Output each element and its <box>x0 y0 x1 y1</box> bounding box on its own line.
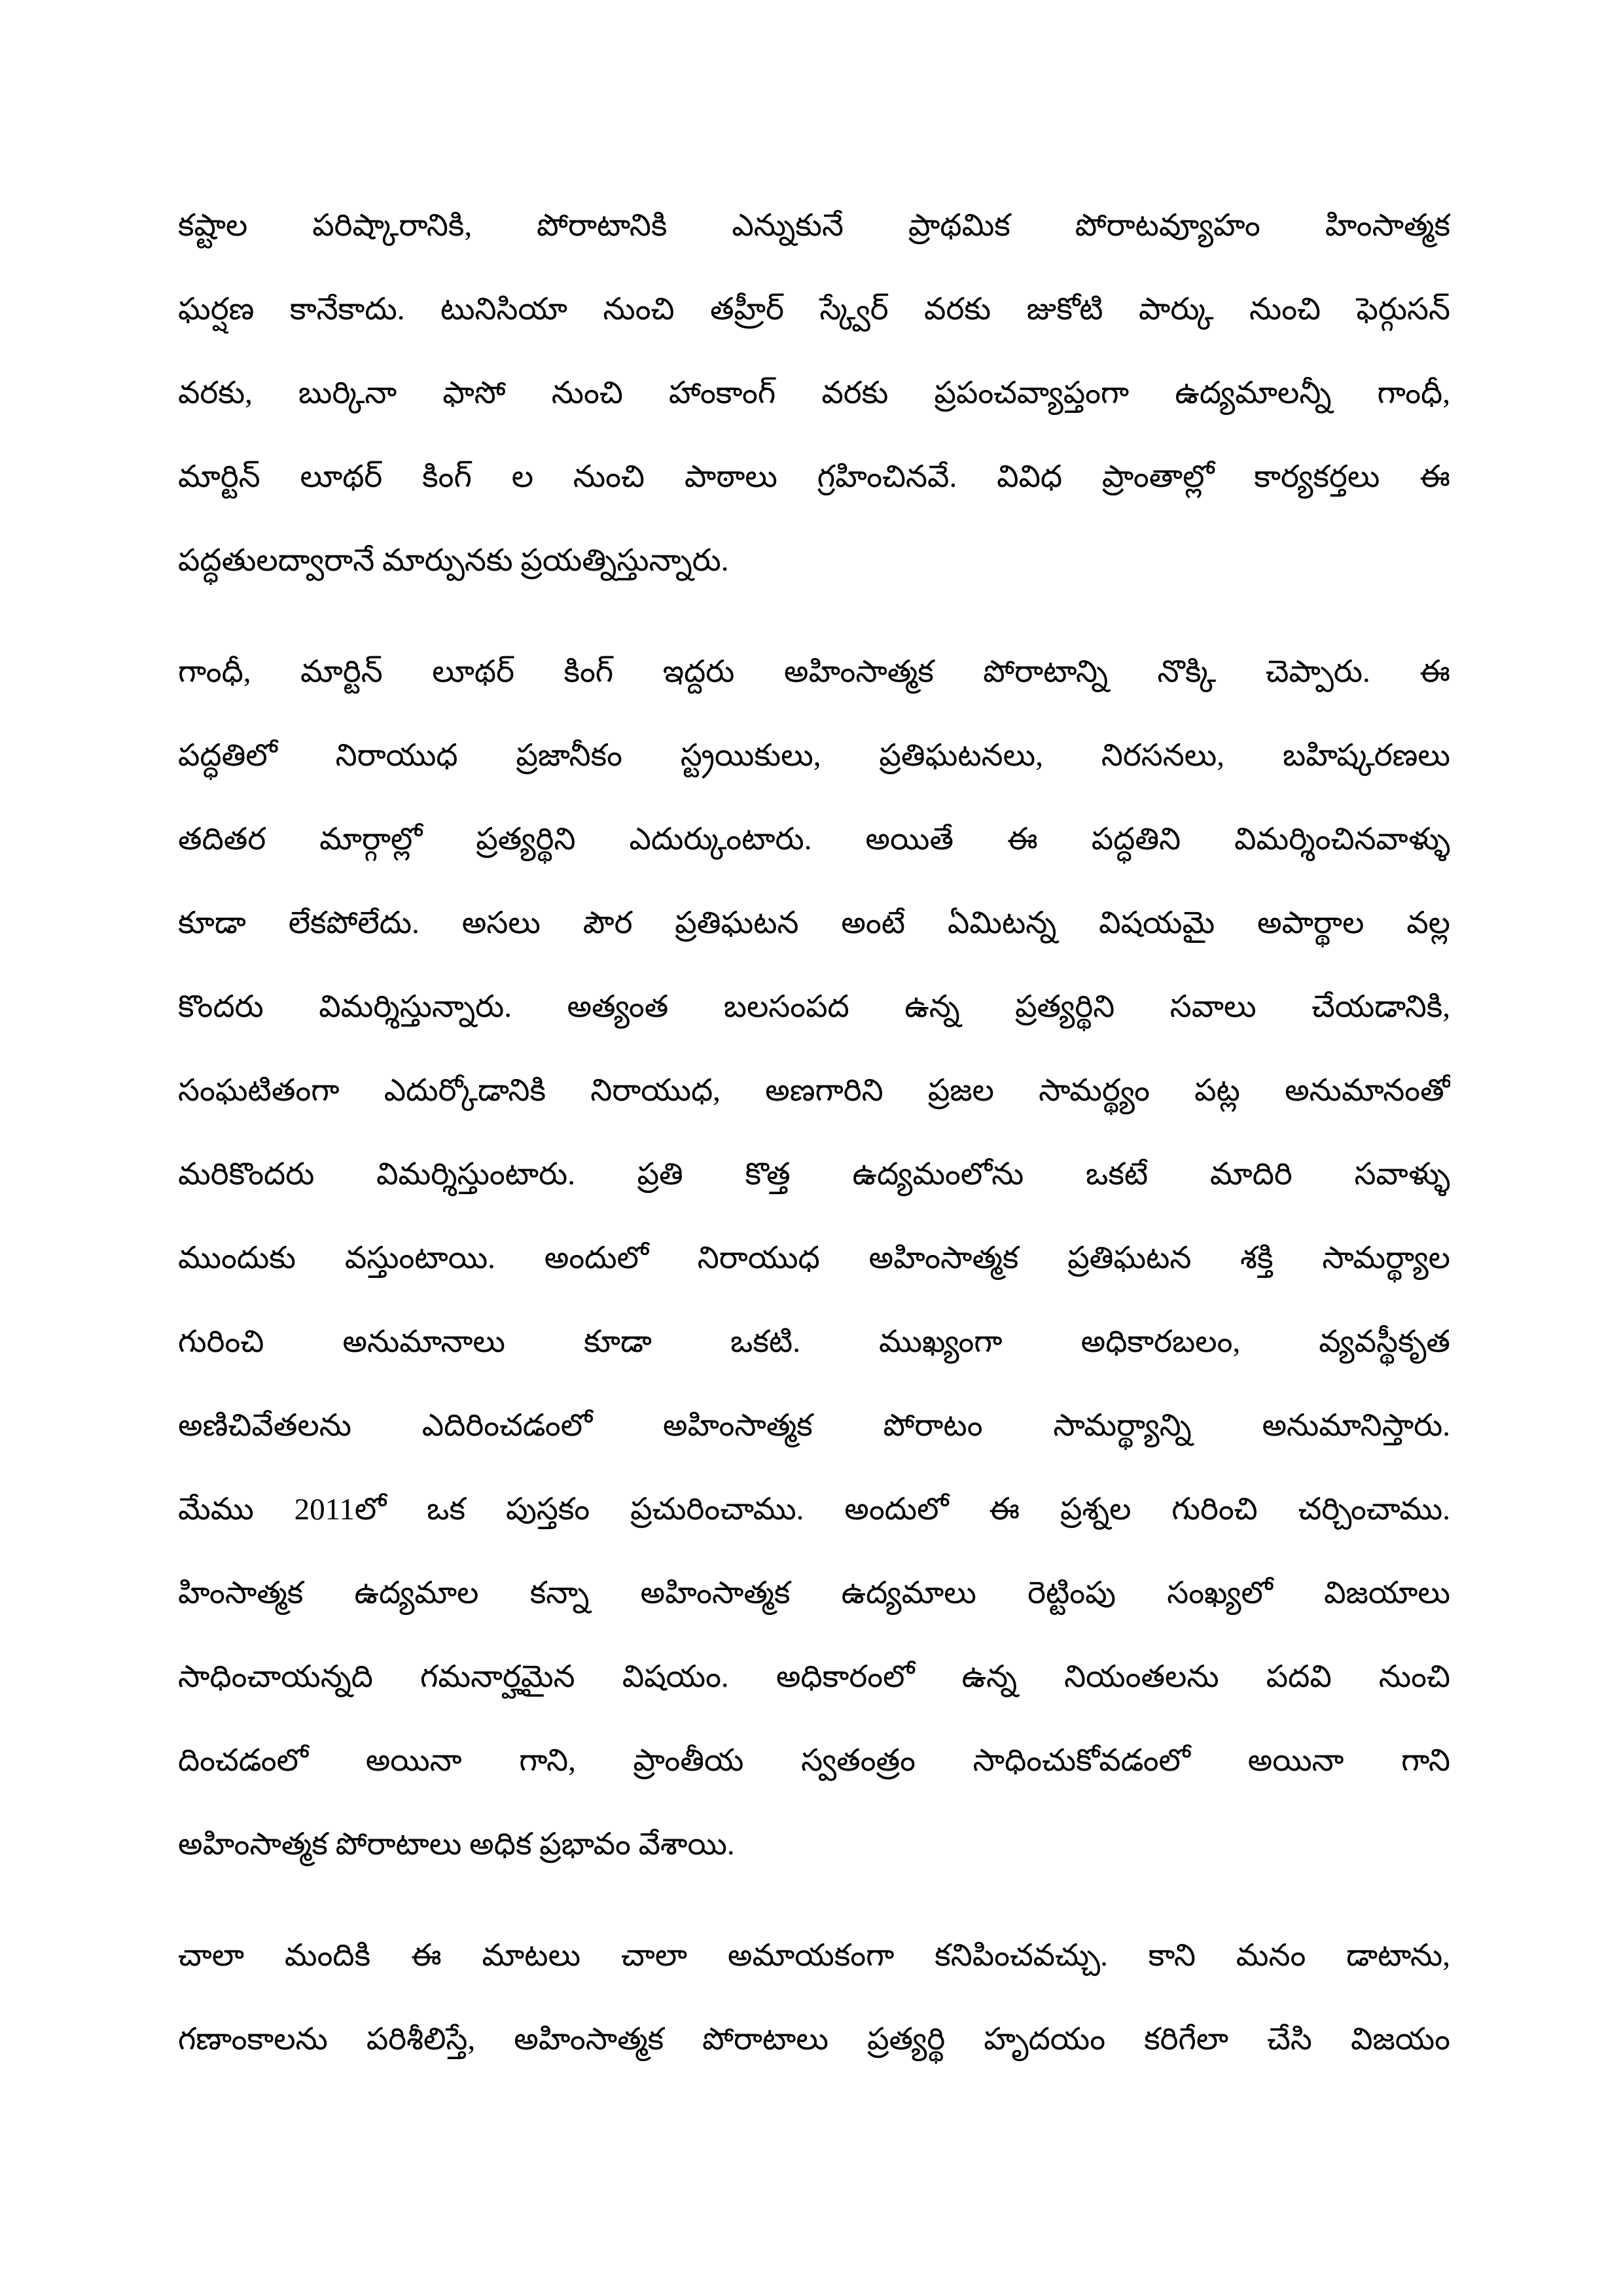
text-line: ఘర్షణ కానేకాదు. టునిసియా నుంచి తహ్రీర్ స్క్వేర్ వరకు జుకోటి పార్కు నుంచి ఫెర్గుసన్ <box>178 292 1450 327</box>
text-line: కష్టాల పరిష్కారానికి, పోరాటానికి ఎన్నుకునే ప్రాథమిక పోరాటవ్యూహం హింసాత్మక <box>178 209 1450 243</box>
paragraph-3 <box>178 1914 1450 2081</box>
text-line: మేము 2011లో ఒక పుస్తకం ప్రచురించాము. అందులో ఈ ప్రశ్నల గురించి చర్చించాము. <box>178 1492 1450 1527</box>
text-line: గాంధీ, మార్టిన్ లూథర్ కింగ్ ఇద్దరు అహింసాత్మక పోరాటాన్ని నొక్కి చెప్పారు. ఈ <box>178 655 1450 689</box>
text-line: మార్టిన్ లూథర్ కింగ్ ల నుంచి పాఠాలు గ్రహించినవే. వివిధ ప్రాంతాల్లో కార్యకర్తలు ఈ <box>178 460 1450 494</box>
paragraph-1 <box>178 184 1450 603</box>
text-line: కొందరు విమర్శిస్తున్నారు. అత్యంత బలసంపద ఉన్న ప్రత్యర్థిని సవాలు చేయడానికి, <box>178 990 1450 1024</box>
text-line: అహింసాత్మక పోరాటాలు అధిక ప్రభావం వేశాయి. <box>178 1828 735 1862</box>
text-line: కూడా లేకపోలేదు. అసలు పౌర ప్రతిఘటన అంటే ఏమిటన్న విషయమై అపార్థాల వల్ల <box>178 906 1450 940</box>
text-line: పద్ధతిలో నిరాయుధ ప్రజానీకం స్ట్రయికులు, ప్రతిఘటనలు, నిరసనలు, బహిష్కరణలు <box>178 739 1450 773</box>
text-line: గురించి అనుమానాలు కూడా ఒకటి. ముఖ్యంగా అధికారబలం, వ్యవస్థీకృత <box>178 1325 1450 1359</box>
text-line: వరకు, బుర్కినా ఫాసో నుంచి హాంకాంగ్ వరకు ప్రపంచవ్యాప్తంగా ఉద్యమాలన్నీ గాంధీ, <box>178 376 1450 410</box>
text-line: తదితర మార్గాల్లో ప్రత్యర్థిని ఎదుర్కుంటారు. అయితే ఈ పద్ధతిని విమర్శించినవాళ్ళు <box>178 822 1450 857</box>
paragraph-2 <box>178 630 1450 1886</box>
text-line: చాలా మందికి ఈ మాటలు చాలా అమాయకంగా కనిపించవచ్చు. కాని మనం డాటాను, <box>178 1939 1450 1973</box>
text-block <box>178 184 1450 2081</box>
text-line: గణాంకాలను పరిశీలిస్తే, అహింసాత్మక పోరాటాలు ప్రత్యర్థి హృదయం కరిగేలా చేసి విజయం <box>178 2022 1450 2057</box>
text-line: మరికొందరు విమర్శిస్తుంటారు. ప్రతి కొత్త ఉద్యమంలోను ఒకటే మాదిరి సవాళ్ళు <box>178 1157 1450 1192</box>
text-line: ముందుకు వస్తుంటాయి. అందులో నిరాయుధ అహింసాత్మక ప్రతిఘటన శక్తి సామర్థ్యాల <box>178 1241 1450 1275</box>
text-line: పద్ధతులద్వారానే మార్పునకు ప్రయత్నిస్తున్నారు. <box>178 544 729 578</box>
text-line: సంఘటితంగా ఎదుర్కోడానికి నిరాయుధ, అణగారిని ప్రజల సామర్థ్యం పట్ల అనుమానంతో <box>178 1074 1450 1108</box>
text-line: అణిచివేతలను ఎదిరించడంలో అహింసాత్మక పోరాటం సామర్థ్యాన్ని అనుమానిస్తారు. <box>178 1409 1450 1443</box>
text-line: హింసాత్మక ఉద్యమాల కన్నా అహింసాత్మక ఉద్యమాలు రెట్టింపు సంఖ్యలో విజయాలు <box>178 1576 1450 1610</box>
text-line: దించడంలో అయినా గాని, ప్రాంతీయ స్వతంత్రం సాధించుకోవడంలో అయినా గాని <box>178 1744 1450 1778</box>
text-line: సాధించాయన్నది గమనార్హమైన విషయం. అధికారంలో ఉన్న నియంతలను పదవి నుంచి <box>178 1660 1450 1694</box>
